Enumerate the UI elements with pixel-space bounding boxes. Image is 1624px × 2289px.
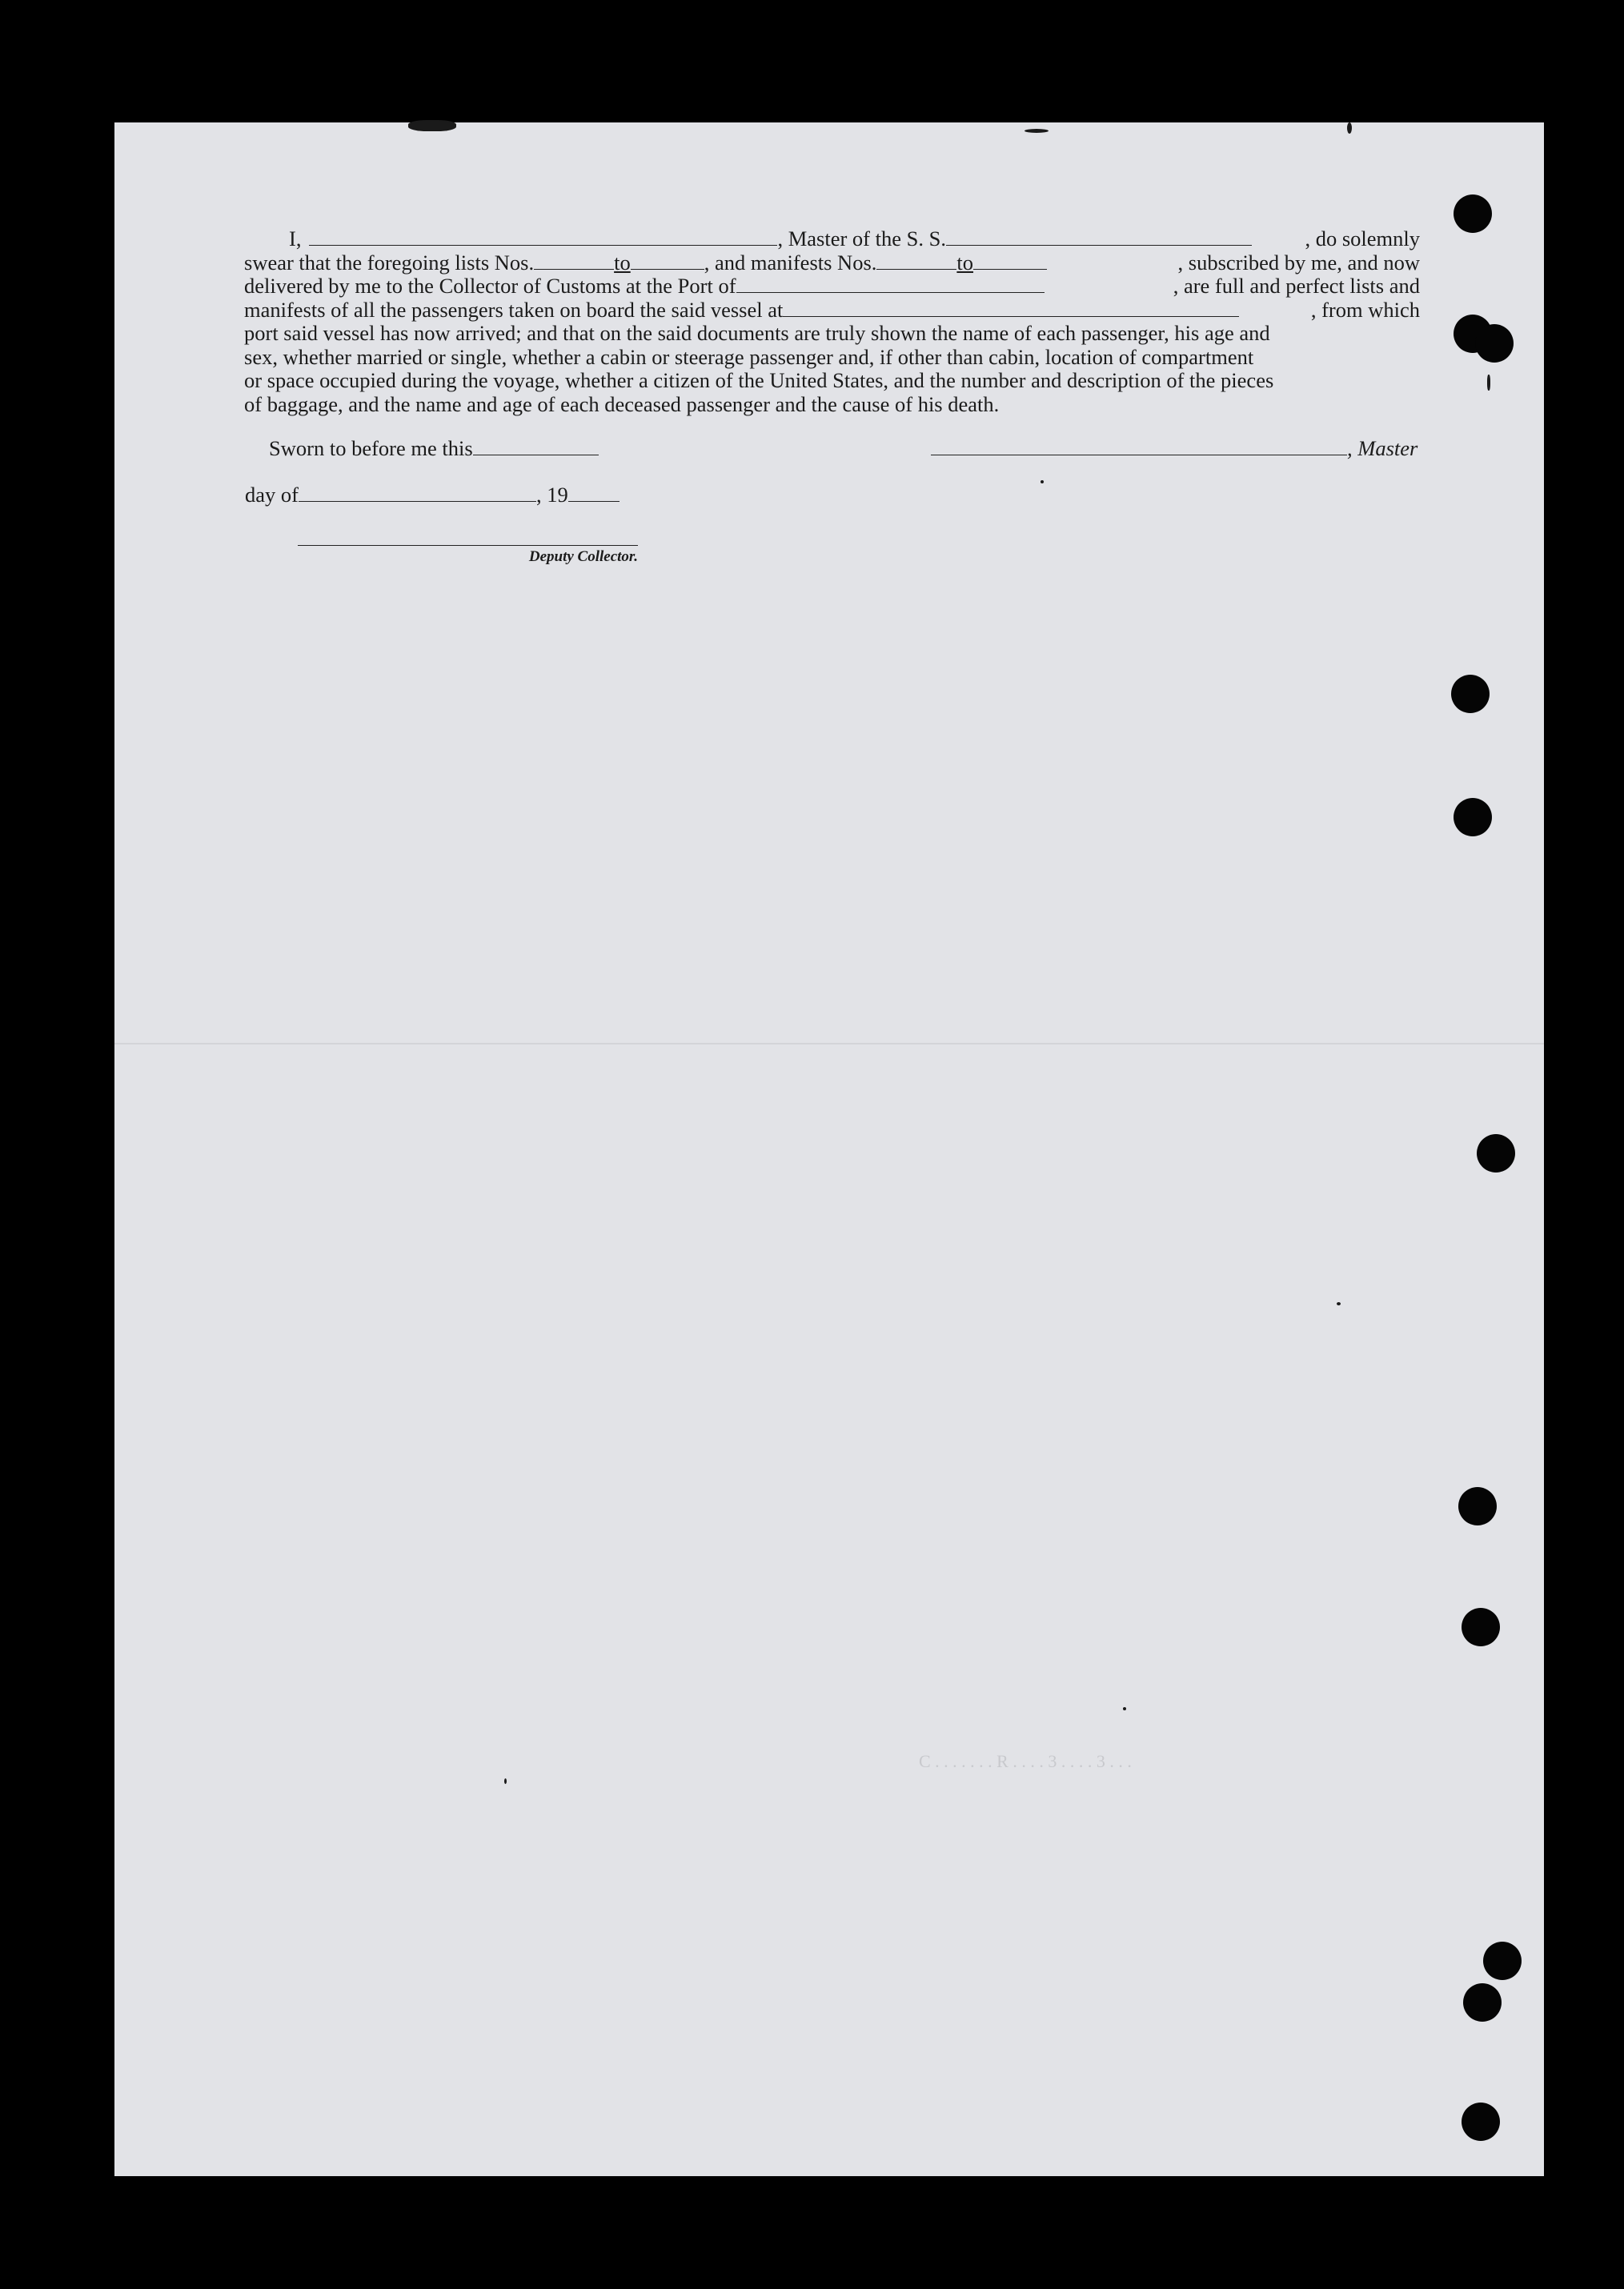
oath-line-3 <box>244 275 1420 299</box>
lists-from-blank[interactable] <box>534 253 614 270</box>
oath-line-7 <box>244 369 1420 393</box>
oath-i: I, <box>289 226 302 251</box>
binder-hole <box>1475 324 1514 363</box>
oath-text-6: sex, whether married or single, whether a cabin or steerage passenger and, if other than cabin, location of compartment <box>244 344 1254 369</box>
oath-text-7: or space occupied during the voyage, whether a citizen of the United States, and the number and description of the pieces <box>244 368 1274 392</box>
master-name-blank[interactable] <box>309 229 777 246</box>
oath-line-4 <box>244 299 1420 323</box>
oath-master-of-ss: , Master of the S. S. <box>777 226 946 251</box>
master-signature-blank[interactable] <box>931 439 1347 455</box>
oath-line-1 <box>244 227 1420 251</box>
binder-hole <box>1454 798 1492 836</box>
sworn-line <box>269 436 599 461</box>
oath-manifests-to: to <box>956 250 974 275</box>
year-blank[interactable] <box>568 485 620 502</box>
paper-speck <box>1041 480 1044 483</box>
master-signature-line <box>931 436 1417 461</box>
master-comma: , Master <box>1347 436 1418 460</box>
oath-text-8: of baggage, and the name and age of each deceased passenger and the cause of his death. <box>244 391 1000 416</box>
month-blank[interactable] <box>299 485 536 502</box>
paper-speck <box>1025 129 1049 133</box>
manifests-to-blank[interactable] <box>973 253 1047 270</box>
oath-and-manifests: , and manifests Nos. <box>704 250 877 275</box>
binder-hole <box>1454 194 1492 233</box>
deputy-signature-blank[interactable] <box>298 529 638 546</box>
oath-line-8 <box>244 393 1420 417</box>
paper-speck <box>1347 122 1352 134</box>
binder-hole <box>1451 675 1490 713</box>
sworn-day-blank[interactable] <box>473 439 599 455</box>
oath-full-perfect: , are full and perfect lists and <box>1173 274 1420 298</box>
binder-hole <box>1458 1487 1497 1525</box>
day-of-label: day of <box>245 483 299 507</box>
paper-speck <box>1123 1707 1126 1710</box>
binder-hole <box>1477 1134 1515 1173</box>
binder-hole <box>1463 1983 1502 2022</box>
sworn-label: Sworn to before me this <box>269 436 473 460</box>
binder-hole <box>1483 1942 1522 1980</box>
binder-hole <box>1462 1608 1500 1646</box>
manifests-from-blank[interactable] <box>876 253 956 270</box>
bleed-through-text: C . . . . . . . R . . . . 3 . . . . 3 . . . <box>919 1751 1132 1771</box>
oath-line-2 <box>244 251 1420 275</box>
oath-do-solemnly: , do solemnly <box>1305 226 1420 251</box>
oath-line-6 <box>244 346 1420 370</box>
master-oath-paragraph <box>244 227 1420 416</box>
paper-tear <box>408 120 456 131</box>
day-of-line <box>245 483 620 507</box>
deputy-collector-label: Deputy Collector. <box>528 548 638 565</box>
oath-manifests-vessel-at: manifests of all the passengers taken on board the said vessel at <box>244 297 784 322</box>
manifest-back-sheet <box>114 122 1544 2176</box>
fold-crease <box>114 1043 1544 1044</box>
port-blank[interactable] <box>736 276 1045 293</box>
oath-line-5 <box>244 322 1420 346</box>
paper-speck <box>504 1778 507 1784</box>
oath-delivered-port: delivered by me to the Collector of Customs at the Port of <box>244 274 736 298</box>
oath-text-5: port said vessel has now arrived; and that on the said documents are truly shown the name of each passenger, his age and <box>244 321 1270 345</box>
paper-speck <box>1337 1302 1341 1305</box>
oath-from-which: , from which <box>1310 297 1420 322</box>
year-prefix: , 19 <box>535 483 568 507</box>
oath-lists-to: to <box>614 250 631 275</box>
departure-port-blank[interactable] <box>783 300 1239 317</box>
binder-hole <box>1462 2103 1500 2141</box>
lists-to-blank[interactable] <box>631 253 704 270</box>
deputy-collector-block <box>298 529 638 566</box>
paper-speck <box>1487 375 1490 391</box>
oath-subscribed: , subscribed by me, and now <box>1177 250 1420 275</box>
ship-name-blank[interactable] <box>946 229 1252 246</box>
oath-swear-lists: swear that the foregoing lists Nos. <box>244 250 535 275</box>
